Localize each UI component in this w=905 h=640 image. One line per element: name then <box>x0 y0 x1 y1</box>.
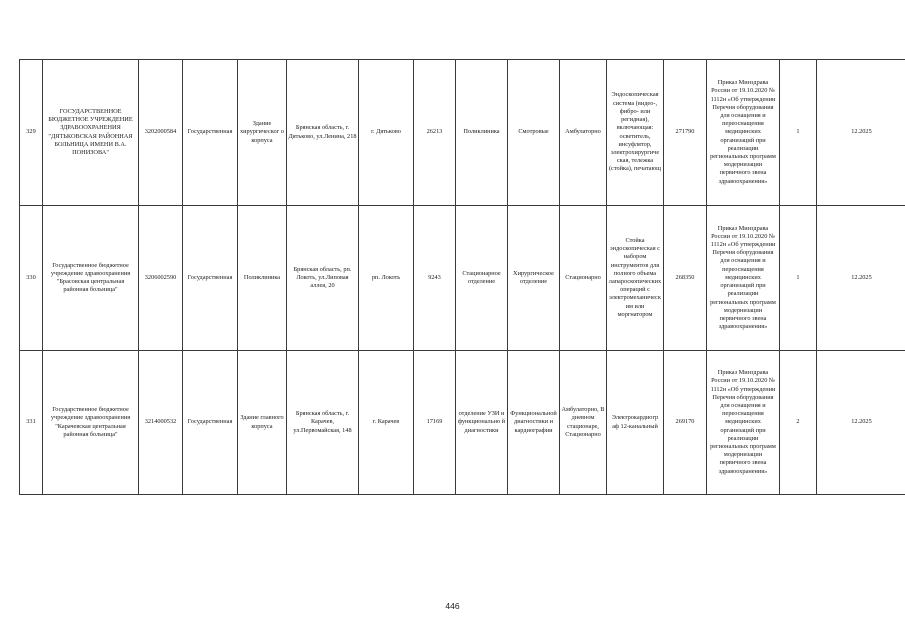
row-number: 330 <box>20 206 43 351</box>
equipment-table <box>19 59 905 495</box>
table-row <box>20 60 905 206</box>
address-cell: Брянская область, г. Дятьково, ул.Ленина, 218 <box>287 60 359 206</box>
unit-cell: Стационарное отделение <box>456 206 508 351</box>
population-cell: 9243 <box>414 206 456 351</box>
price-cell: 271790 <box>664 60 707 206</box>
population-cell: 26213 <box>414 60 456 206</box>
organization-name: ГОСУДАРСТВЕННОЕ БЮДЖЕТНОЕ УЧРЕЖДЕНИЕ ЗДРАВООХРАНЕНИЯ "ДЯТЬКОВСКАЯ РАЙОННАЯ БОЛЬНИЦА ИМЕНИ В.А. ПОНИЗОВА" <box>43 60 139 206</box>
care-type-cell: Амбулаторно, В дневном стационаре, Стационарно <box>560 351 607 495</box>
date-cell: 12.2025 <box>817 351 905 495</box>
department-cell: Хирургическое отделение <box>508 206 560 351</box>
unit-cell: отделение УЗИ и функционально й диагностики <box>456 351 508 495</box>
organization-name: Государственное бюджетное учреждение здравоохранения "Карачевская центральная районная больница" <box>43 351 139 495</box>
row-number: 329 <box>20 60 43 206</box>
price-cell: 269170 <box>664 351 707 495</box>
care-type-cell: Стационарно <box>560 206 607 351</box>
basis-cell: Приказ Минздрава России от 19.10.2020 № 1112н «Об утверждении Перечня оборудования для оснащения и переоснащения медицинских организаций при реализации региональных программ модернизации первичного звена здравоохранения» <box>707 351 780 495</box>
population-cell: 17169 <box>414 351 456 495</box>
ownership-cell: Государственная <box>183 60 238 206</box>
unit-cell: Поликлиника <box>456 60 508 206</box>
locality-cell: г. Карачев <box>359 351 414 495</box>
care-type-cell: Амбулаторно <box>560 60 607 206</box>
inn-cell: 3202000584 <box>139 60 183 206</box>
ownership-cell: Государственная <box>183 206 238 351</box>
ownership-cell: Государственная <box>183 351 238 495</box>
equipment-cell: Эндоскопическая система (видео-, фибро- или регидная), включающая: осветитель, инсуфлятор, электрохирургиче ская, тележка (стойка), печатающ <box>607 60 664 206</box>
table-row <box>20 206 905 351</box>
locality-cell: г. Дятьково <box>359 60 414 206</box>
quantity-cell: 1 <box>780 60 817 206</box>
building-cell: Поликлиника <box>238 206 287 351</box>
address-cell: Брянская область, рп. Локоть, ул.Липовая аллея, 20 <box>287 206 359 351</box>
table-row <box>20 351 905 495</box>
organization-name: Государственное бюджетное учреждение здравоохранения "Брасовская центральная районная больница" <box>43 206 139 351</box>
row-number: 331 <box>20 351 43 495</box>
date-cell: 12.2025 <box>817 206 905 351</box>
date-cell: 12.2025 <box>817 60 905 206</box>
page-number: 446 <box>445 601 460 611</box>
inn-cell: 3206002590 <box>139 206 183 351</box>
price-cell: 268350 <box>664 206 707 351</box>
basis-cell: Приказ Минздрава России от 19.10.2020 № 1112н «Об утверждении Перечня оборудования для оснащения и переоснащения медицинских организаций при реализации региональных программ модернизации первичного звена здравоохранения» <box>707 206 780 351</box>
building-cell: Здание хирургическог о корпуса <box>238 60 287 206</box>
basis-cell: Приказ Минздрава России от 19.10.2020 № 1112н «Об утверждении Перечня оборудования для оснащения и переоснащения медицинских организаций при реализации региональных программ модернизации первичного звена здравоохранения» <box>707 60 780 206</box>
department-cell: Смотровые <box>508 60 560 206</box>
building-cell: Здание главного корпуса <box>238 351 287 495</box>
quantity-cell: 1 <box>780 206 817 351</box>
equipment-cell: Электрокардиогр аф 12-канальный <box>607 351 664 495</box>
inn-cell: 3214000532 <box>139 351 183 495</box>
department-cell: Функциональной диагностики и кардиографии <box>508 351 560 495</box>
locality-cell: рп. Локоть <box>359 206 414 351</box>
address-cell: Брянская область, г. Карачев, ул.Первомайская, 148 <box>287 351 359 495</box>
equipment-cell: Стойка эндоскопическая с набором инструментов для полного объема лапароскопических операций с электромеханическим или моргнатором <box>607 206 664 351</box>
quantity-cell: 2 <box>780 351 817 495</box>
